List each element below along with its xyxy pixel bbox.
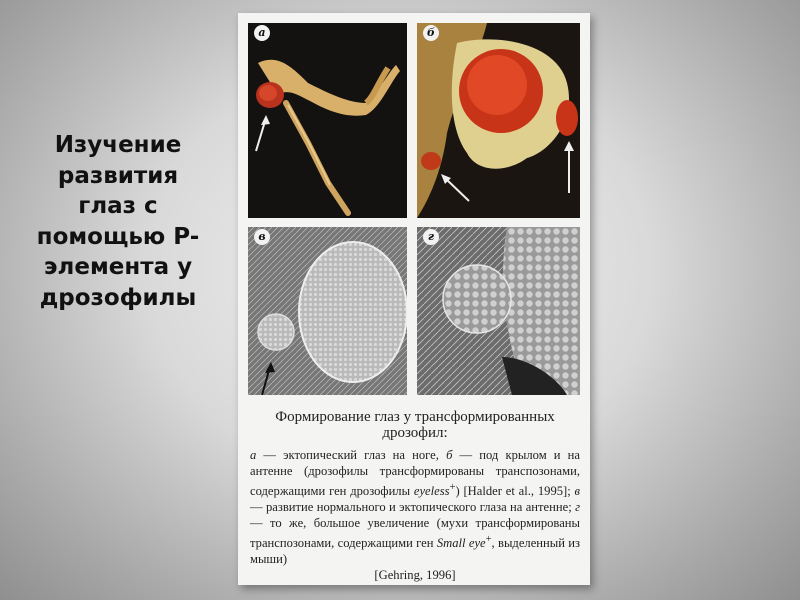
panel-v-letter: в [254, 229, 270, 245]
panel-a-letter: а [254, 25, 270, 41]
caption-gene-eyeless-sup: + [449, 481, 456, 493]
caption-ref-halder: ) [Halder et al., 1995]; [455, 483, 575, 498]
panel-v-photo [248, 227, 407, 395]
caption-text-b: — под крылом и на антенне (дрозофилы трансформированы транспозонами, содержащими ген дрозофилы [250, 448, 580, 498]
caption-text-v: — развитие нормального и эктопического глаза на антенне; [250, 500, 576, 515]
caption-gene-small-eye-sup: + [485, 533, 492, 545]
figure-card [238, 13, 590, 585]
figure-caption-body [250, 447, 580, 584]
figure-caption-title: Формирование глаз у трансформированных дрозофил: [275, 409, 555, 441]
caption-tail: , выделенный из мыши) [250, 535, 581, 567]
caption-letter-v: в [574, 483, 581, 498]
caption-text-a: — эктопический глаз на ноге, [256, 448, 447, 462]
panel-b-photo [417, 23, 580, 218]
caption-gene-eyeless: eyeless [413, 483, 450, 498]
panel-a-photo [248, 23, 407, 218]
caption-letter-a: а [250, 448, 257, 462]
caption-text-g: — то же, большое увеличение (мухи трансформированы транспозонами, содержащими ген [250, 516, 580, 550]
caption-letter-b: б [446, 448, 453, 462]
panel-g-photo [417, 227, 580, 395]
caption-gene-small-eye: Small eye [436, 535, 486, 550]
panel-b-letter: б [423, 25, 439, 41]
panel-g-letter: г [423, 229, 439, 245]
slide-title: Изучение развития глаз с помощью P-элемента у дрозофилы [36, 132, 200, 311]
caption-letter-g: г [575, 500, 580, 515]
caption-ref-gehring: [Gehring, 1996] [374, 568, 456, 583]
